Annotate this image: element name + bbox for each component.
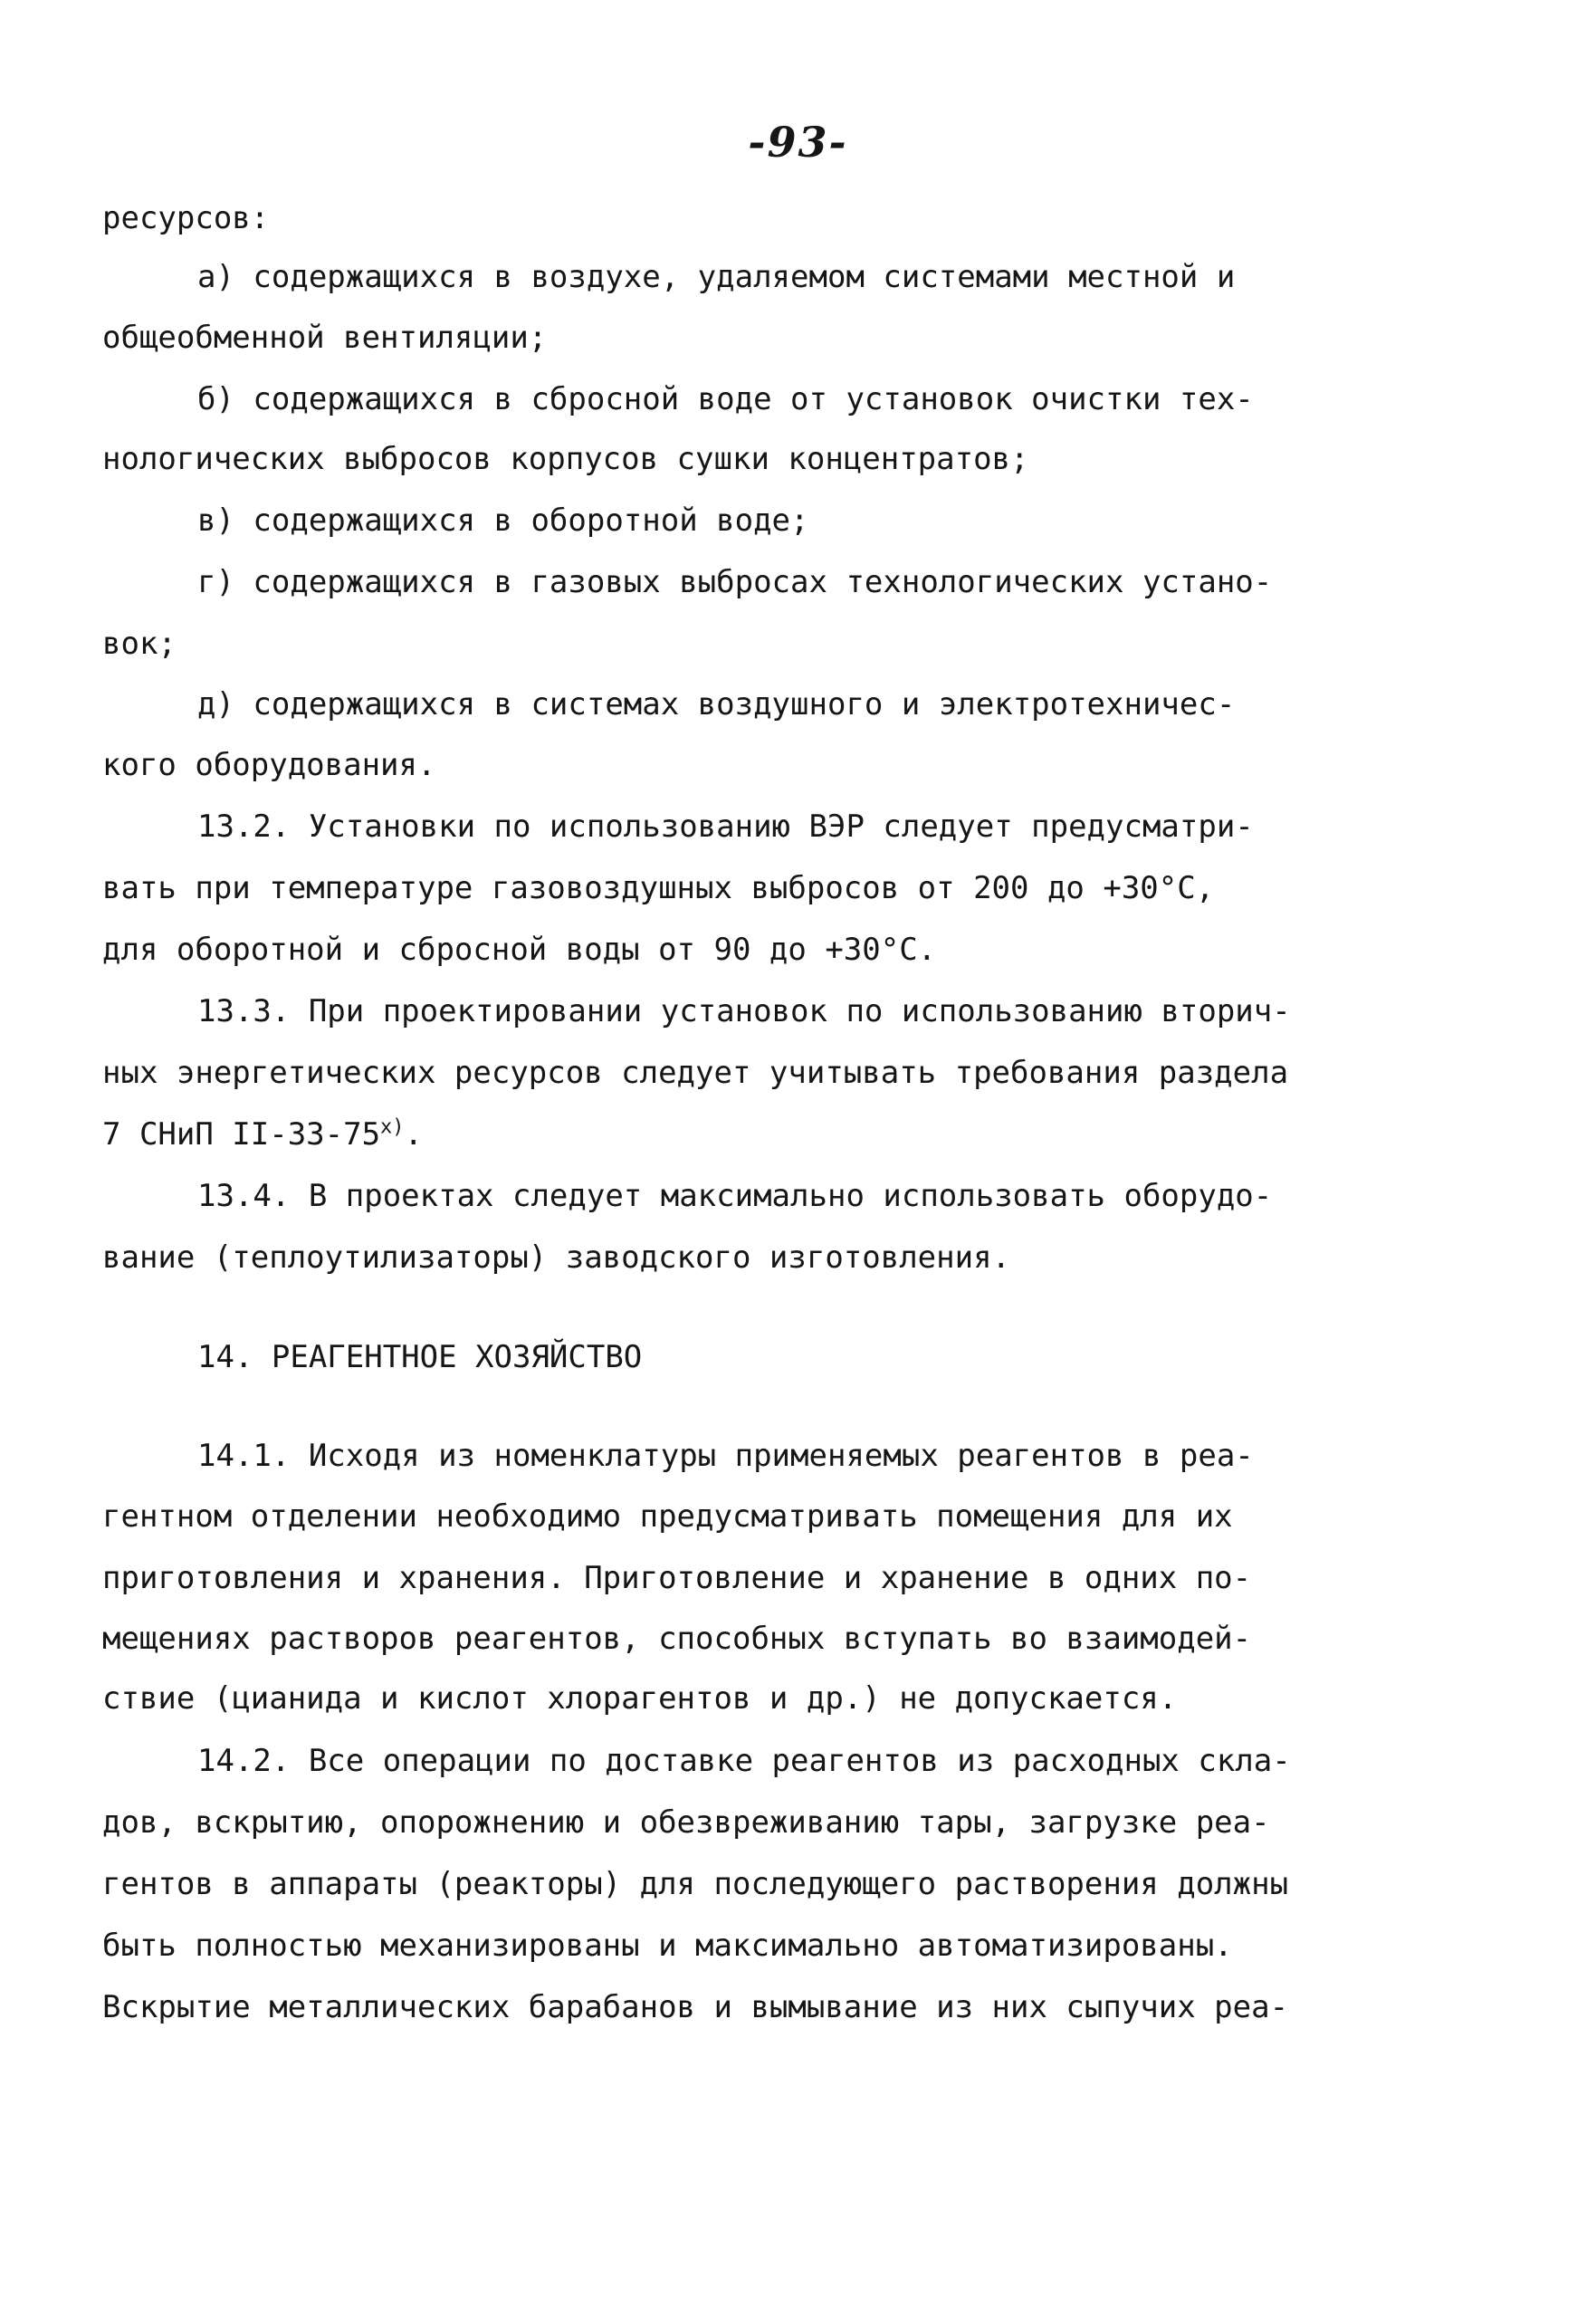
text-line: общеобменной вентиляции; (102, 320, 548, 356)
text-line: гентном отделении необходимо предусматривать помещения для их (102, 1498, 1233, 1535)
text-line: вать при температуре газовоздушных выбросов от 200 до +30°С, (102, 870, 1215, 906)
text-line: мещениях растворов реагентов, способных вступать во взаимодей- (102, 1621, 1252, 1657)
text-line: гентов в аппараты (реакторы) для последующего растворения должны (102, 1866, 1289, 1902)
text-line: 13.4. В проектах следует максимально использовать оборудо- (197, 1178, 1273, 1214)
text-line: ресурсов: (102, 200, 270, 236)
snip-reference: 7 СНиП II-33-75 (102, 1116, 381, 1153)
text-line: а) содержащихся в воздухе, удаляемом системами местной и (197, 259, 1236, 295)
text-line: кого оборудования. (102, 747, 436, 783)
text-line: для оборотной и сбросной воды от 90 до +30°С. (102, 932, 937, 968)
text-line: 14.2. Все операции по доставке реагентов из расходных скла- (197, 1743, 1291, 1779)
text-line: вание (теплоутилизаторы) заводского изготовления. (102, 1239, 1011, 1276)
footnote-mark: х) (380, 1115, 405, 1139)
text-line: Вскрытие металлических барабанов и вымывание из них сыпучих реа- (102, 1989, 1289, 2025)
text-line: г) содержащихся в газовых выбросах технологических устано- (197, 564, 1273, 600)
text-line: нологических выбросов корпусов сушки концентратов; (102, 441, 1029, 477)
text-line: ствие (цианида и кислот хлорагентов и др.) не допускается. (102, 1680, 1178, 1717)
text-line: 14.1. Исходя из номенклатуры применяемых реагентов в реа- (197, 1438, 1254, 1474)
page-number: -93- (748, 118, 848, 167)
text-line: б) содержащихся в сбросной воде от установок очистки тех- (197, 381, 1254, 417)
text-line: д) содержащихся в системах воздушного и электротехничес- (197, 686, 1236, 722)
section-heading: 14. РЕАГЕНТНОЕ ХОЗЯЙСТВО (197, 1339, 643, 1375)
text-line: 13.2. Установки по использованию ВЭР следует предусматри- (197, 809, 1254, 845)
text-line: в) содержащихся в оборотной воде; (197, 502, 809, 539)
text-line: приготовления и хранения. Приготовление и хранение в одних по- (102, 1560, 1252, 1596)
line-end-period: . (404, 1116, 424, 1153)
text-line: дов, вскрытию, опорожнению и обезвреживанию тары, загрузке реа- (102, 1804, 1270, 1841)
text-line (102, 1114, 423, 1155)
text-line: ных энергетических ресурсов следует учитывать требования раздела (102, 1055, 1289, 1091)
text-line: быть полностью механизированы и максимально автоматизированы. (102, 1928, 1233, 1964)
text-line: 13.3. При проектировании установок по использованию вторич- (197, 993, 1291, 1029)
text-line: вок; (102, 626, 177, 662)
